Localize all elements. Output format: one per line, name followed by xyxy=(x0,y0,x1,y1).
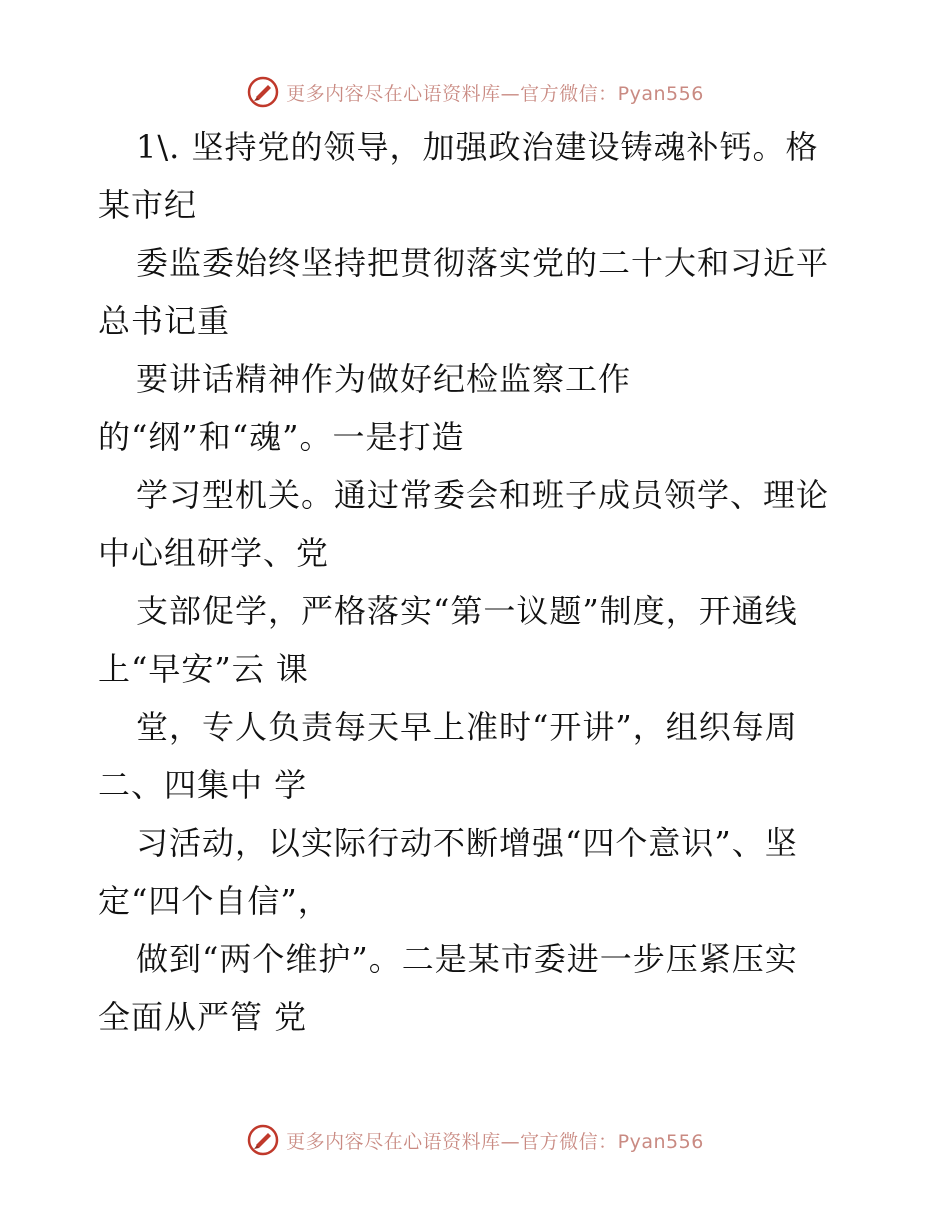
body-line: 上“早安”云 课 xyxy=(98,650,309,688)
body-line: 委监委始终坚持把贯彻落实党的二十大和习近平 xyxy=(136,244,830,282)
body-line: 学习型机关。通过常委会和班子成员领学、理论 xyxy=(136,476,830,514)
body-line: 定“四个自信”， xyxy=(98,882,331,920)
body-line: 总书记重 xyxy=(98,302,231,340)
watermark-text: 更多内容尽在心语资料库—官方微信：Pyan556 xyxy=(286,1130,704,1153)
body-line: 某市纪 xyxy=(98,186,198,224)
body-line: 习活动，以实际行动不断增强“四个意识”、坚 xyxy=(136,824,798,862)
body-line: 堂，专人负责每天早上准时“开讲”，组织每周 xyxy=(136,708,798,746)
body-line: 中心组研学、党 xyxy=(98,534,330,572)
body-line: 的“纲”和“魂”。一是打造 xyxy=(98,418,465,456)
watermark-header xyxy=(0,72,950,112)
watermark-footer xyxy=(0,1120,950,1160)
logo-icon xyxy=(246,1123,280,1157)
body-line: 支部促学，严格落实“第一议题”制度，开通线 xyxy=(136,592,798,630)
watermark-text: 更多内容尽在心语资料库—官方微信：Pyan556 xyxy=(286,82,704,105)
body-line: 做到“两个维护”。二是某市委进一步压紧压实 xyxy=(136,940,798,978)
body-line: 二、四集中 学 xyxy=(98,766,308,804)
body-line: 要讲话精神作为做好纪检监察工作 xyxy=(136,360,632,398)
body-line: 全面从严管 党 xyxy=(98,998,308,1036)
logo-icon xyxy=(246,75,280,109)
body-line: 1\. 坚持党的领导，加强政治建设铸魂补钙。格 xyxy=(136,128,819,166)
document-body xyxy=(98,118,858,1046)
